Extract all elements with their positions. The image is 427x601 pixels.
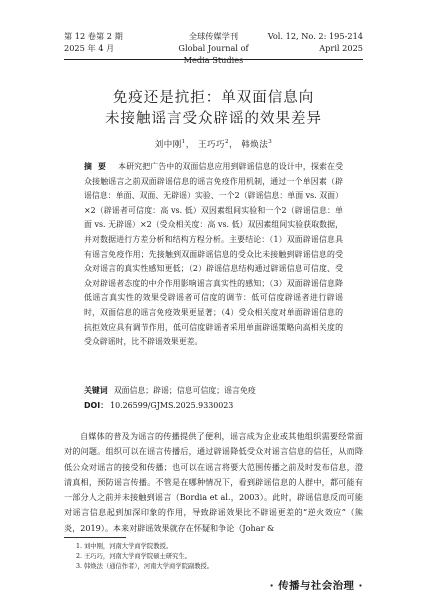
abstract: [84, 160, 343, 350]
footnote: 3. 韩焕法（通信作者），河南大学商学院副教授。: [76, 563, 214, 571]
body-text: [64, 429, 363, 536]
doi-label: DOI：: [84, 401, 109, 410]
author-name: 王巧巧: [197, 140, 225, 150]
author-list: 刘中刚$^1$， 王巧巧$^2$， 韩焕法$^3$: [154, 139, 273, 150]
author-name: 韩焕法: [241, 140, 269, 150]
header-divider: [64, 59, 363, 60]
abstract-text: 本研究把广告中的双面信息应用到辟谣信息的设计中，探索在受众接触谣言之前双面辟谣信息的谣言免疫作用机制，通过一个单因素（辟谣信息：单面、双面、无辟谣）实验、一个2（辟谣信息：单面 vs. 双面）×2（辟谣者可信度：高 vs. 低）双因素组间实验和一个2（辟谣信息：单面 vs. 无辟谣）×2（受众相关度：高 vs. 低）双因素组间实验获取数据，并对数据进行方差分析和结构方程分析。主要结论：（1）双面辟谣信息具有谣言免疫作用；先接触到双面辟谣信息的受众比未接触到辟谣信息的受众对谣言的真实性感知更低；（2）辟谣信息结构通过辟谣信息可信度、受众对辟谣者态度的中介作用影响谣言真实性的感知；（3）双面辟谣信息降低谣言真实性的效果受辟谣者可信度的调节：低可信度辟谣者进行辟谣时，双面信息的谣言免疫效果更显著；（4）受众相关度对单面辟谣信息的抗拒效应具有调节作用，低可信度辟谣者采用单面辟谣策略向高相关度的受众辟谣时，比不辟谣效果更差。: [84, 162, 343, 347]
author-mark: 3: [268, 139, 273, 146]
footnote: 2. 王巧巧，河南大学商学院硕士研究生。: [76, 553, 192, 561]
doi: [84, 400, 343, 412]
doi-value[interactable]: 10.26599/GJMS.2025.9330023: [110, 401, 234, 410]
footnote: 1. 刘中刚，河南大学商学院教授。: [76, 543, 173, 550]
article-title: [40, 88, 387, 130]
date-cn: 2025 年 4 月: [64, 43, 115, 53]
abstract-label: 摘要: [84, 162, 113, 171]
title-line-1: 免疫还是抗拒：单双面信息向: [112, 90, 315, 106]
keywords-text: 双面信息；辟谣；信息可信度；谣言免疫: [113, 386, 256, 395]
keywords: [84, 385, 343, 397]
title-line-2: 未接触谣言受众辟谣的效果差异: [105, 111, 322, 127]
author-mark: 2: [225, 139, 229, 146]
date-en: April 2025: [319, 43, 363, 53]
journal-name-en: Global Journal of Media Studies: [178, 43, 249, 65]
footnotes: [76, 542, 363, 573]
author-name: 刘中刚: [154, 140, 182, 150]
section-tag: · 传播与社会治理 ·: [269, 580, 363, 592]
footnote-divider: [64, 537, 126, 538]
volume-info: Vol. 12, No. 2: 195-214: [267, 31, 363, 41]
running-head: [64, 30, 363, 65]
keywords-label: 关键词: [84, 386, 108, 395]
body-paragraph: 自媒体的普及为谣言的传播提供了便利，谣言成为企业或其他组织需要经常面对的问题。组织可以在谣言传播后，通过辟谣降低受众对谣言信息的信任，从而降低公众对谣言的接受和传播；也可以在谣言将要大范围传播之前及时发布信息，澄清真相，预防谣言传播。不管是在哪种情况下，看到辟谣信息的人群中，都可能有一部分人之前并未接触到谣言（Bordia et al.，2003）。此时，辟谣信息反而可能对谣言信息起到加深印象的作用，导致辟谣效果比不辟谣更差的“逆火效应”（熊炎，2019）。本来对辟谣效果就存在怀疑和争论（Johar &: [64, 431, 363, 533]
journal-name-cn: 全球传媒学刊: [188, 31, 239, 41]
author-mark: 1: [181, 139, 186, 146]
issue-cn: 第 12 卷第 2 期: [64, 31, 123, 41]
